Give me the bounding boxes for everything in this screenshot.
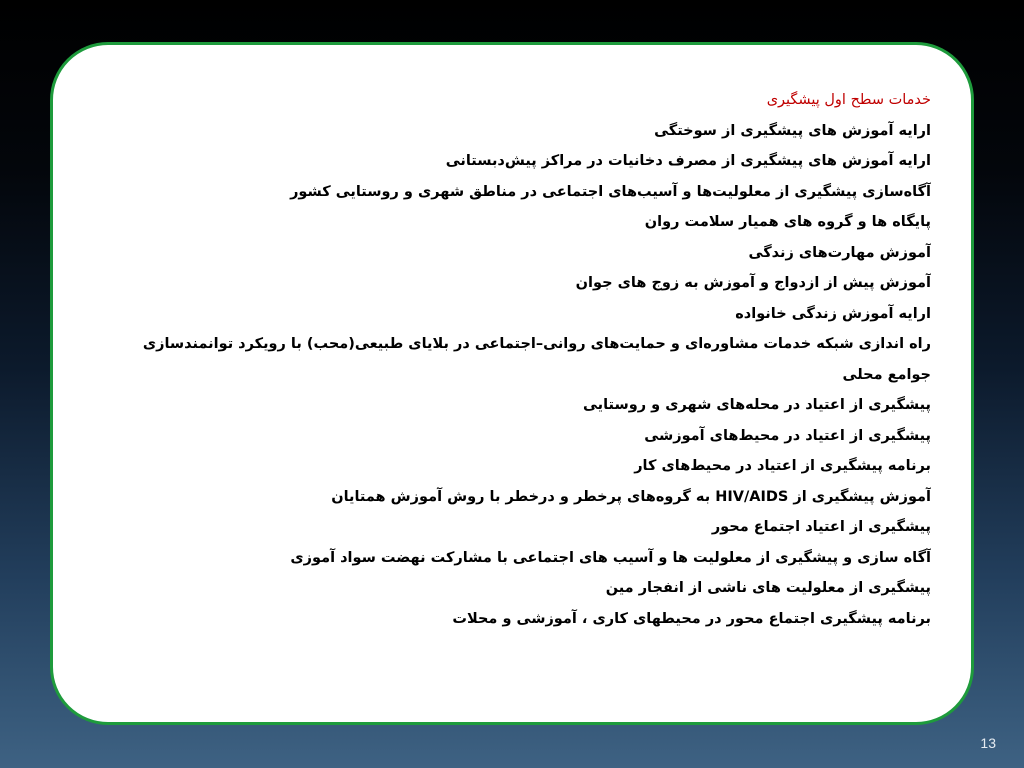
list-item: پیشگیری از اعتیاد اجتماع محور <box>711 519 931 535</box>
list-item: پیشگیری از اعتیاد در محیط‌های آموزشی <box>644 427 931 444</box>
list-item: آموزش مهارت‌های زندگی <box>748 244 931 261</box>
slide-card <box>50 42 974 725</box>
slide-content <box>91 85 931 634</box>
list-item: ارایه آموزش های پیشگیری از مصرف دخانیات در مراکز پیش‌دبستانی <box>445 153 931 169</box>
list-item: ارایه آموزش های پیشگیری از سوختگی <box>654 122 931 139</box>
list-item: پیشگیری از اعتیاد در محله‌های شهری و روستایی <box>583 397 931 413</box>
slide-heading: خدمات سطح اول پیشگیری <box>766 92 931 108</box>
list-item: پایگاه ها و گروه های همیار سلامت روان <box>644 214 931 230</box>
list-item: برنامه پیشگیری از اعتیاد در محیط‌های کار <box>634 458 931 474</box>
list-item: آموزش پیش از ازدواج و آموزش به زوج های جوان <box>575 275 931 291</box>
list-item: پیشگیری از معلولیت های ناشی از انفجار مین <box>605 580 931 596</box>
slide-number: 13 <box>980 735 996 751</box>
list-item: ارایه آموزش زندگی خانواده <box>735 305 931 322</box>
list-item: راه اندازی شبکه خدمات مشاوره‌ای و حمایت‌های روانی–اجتماعی در بلایای طبیعی(محب) با رویکرد توانمندسازی <box>142 336 931 352</box>
list-item: جوامع محلی <box>842 366 931 383</box>
list-item: آگاه‌سازی پیشگیری از معلولیت‌ها و آسیب‌های اجتماعی در مناطق شهری و روستایی کشور <box>290 183 931 200</box>
list-item: آموزش پیشگیری از HIV/AIDS به گروه‌های پرخطر و درخطر با روش آموزش همتایان <box>331 488 931 505</box>
list-item: آگاه سازی و پیشگیری از معلولیت ها و آسیب های اجتماعی با مشارکت نهضت سواد آموزی <box>290 549 931 566</box>
list-item: برنامه پیشگیری اجتماع محور در محیطهای کاری ، آموزشی و محلات <box>452 610 931 627</box>
